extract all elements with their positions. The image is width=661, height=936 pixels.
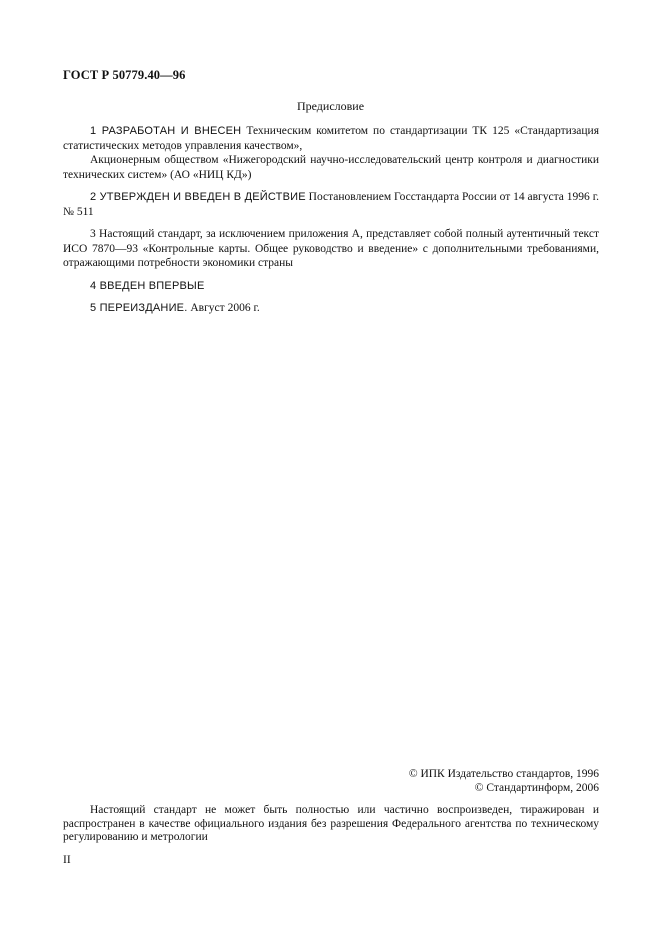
preface-item-1-continuation: Акционерным обществом «Нижегородский научно-исследовательский центр контроля и диагностики технических систем» (АО «НИЦ КД»)	[63, 154, 599, 181]
preface-content	[63, 124, 599, 324]
preface-item-5	[63, 301, 599, 316]
preface-item-2-lead: 2 УТВЕРЖДЕН И ВВЕДЕН В ДЕЙСТВИЕ	[90, 191, 306, 203]
copyright-line-2: © Стандартинформ, 2006	[474, 782, 599, 794]
document-header: ГОСТ Р 50779.40—96	[63, 68, 186, 82]
preface-title: Предисловие	[296, 99, 365, 113]
preface-item-5-lead: 5 ПЕРЕИЗДАНИЕ.	[90, 302, 188, 314]
page-number: II	[63, 854, 71, 866]
reproduction-notice: Настоящий стандарт не может быть полностью или частично воспроизведен, тиражирован и распространен в качестве официального издания без разрешения Федерального агентства по техническому регулированию и метрологии	[63, 804, 599, 843]
preface-item-3-text: 3 Настоящий стандарт, за исключением приложения А, представляет собой полный аутентичный текст ИСО 7870—93 «Контрольные карты. Общее руководство и введение» с дополнительными требованиями, отражающими потребности экономики страны	[63, 228, 599, 269]
preface-item-4	[63, 279, 599, 294]
copyright-line-1: © ИПК Издательство стандартов, 1996	[408, 768, 599, 780]
preface-item-4-lead: 4 ВВЕДЕН ВПЕРВЫЕ	[90, 279, 205, 292]
preface-item-2	[63, 190, 599, 219]
preface-item-1-lead: 1 РАЗРАБОТАН И ВНЕСЕН	[90, 125, 242, 137]
preface-item-5-text: Август 2006 г.	[187, 302, 260, 314]
preface-item-1	[63, 124, 599, 153]
copyright-block	[409, 767, 599, 795]
preface-item-3	[63, 227, 599, 271]
preface-item-1-text: Техническим комитетом по стандартизации ТК 125 «Стандартизация статистических методов управления качеством»,	[63, 125, 599, 152]
preface-item-2-text: Постановлением Госстандарта России от 14 августа 1996 г. № 511	[63, 191, 599, 218]
